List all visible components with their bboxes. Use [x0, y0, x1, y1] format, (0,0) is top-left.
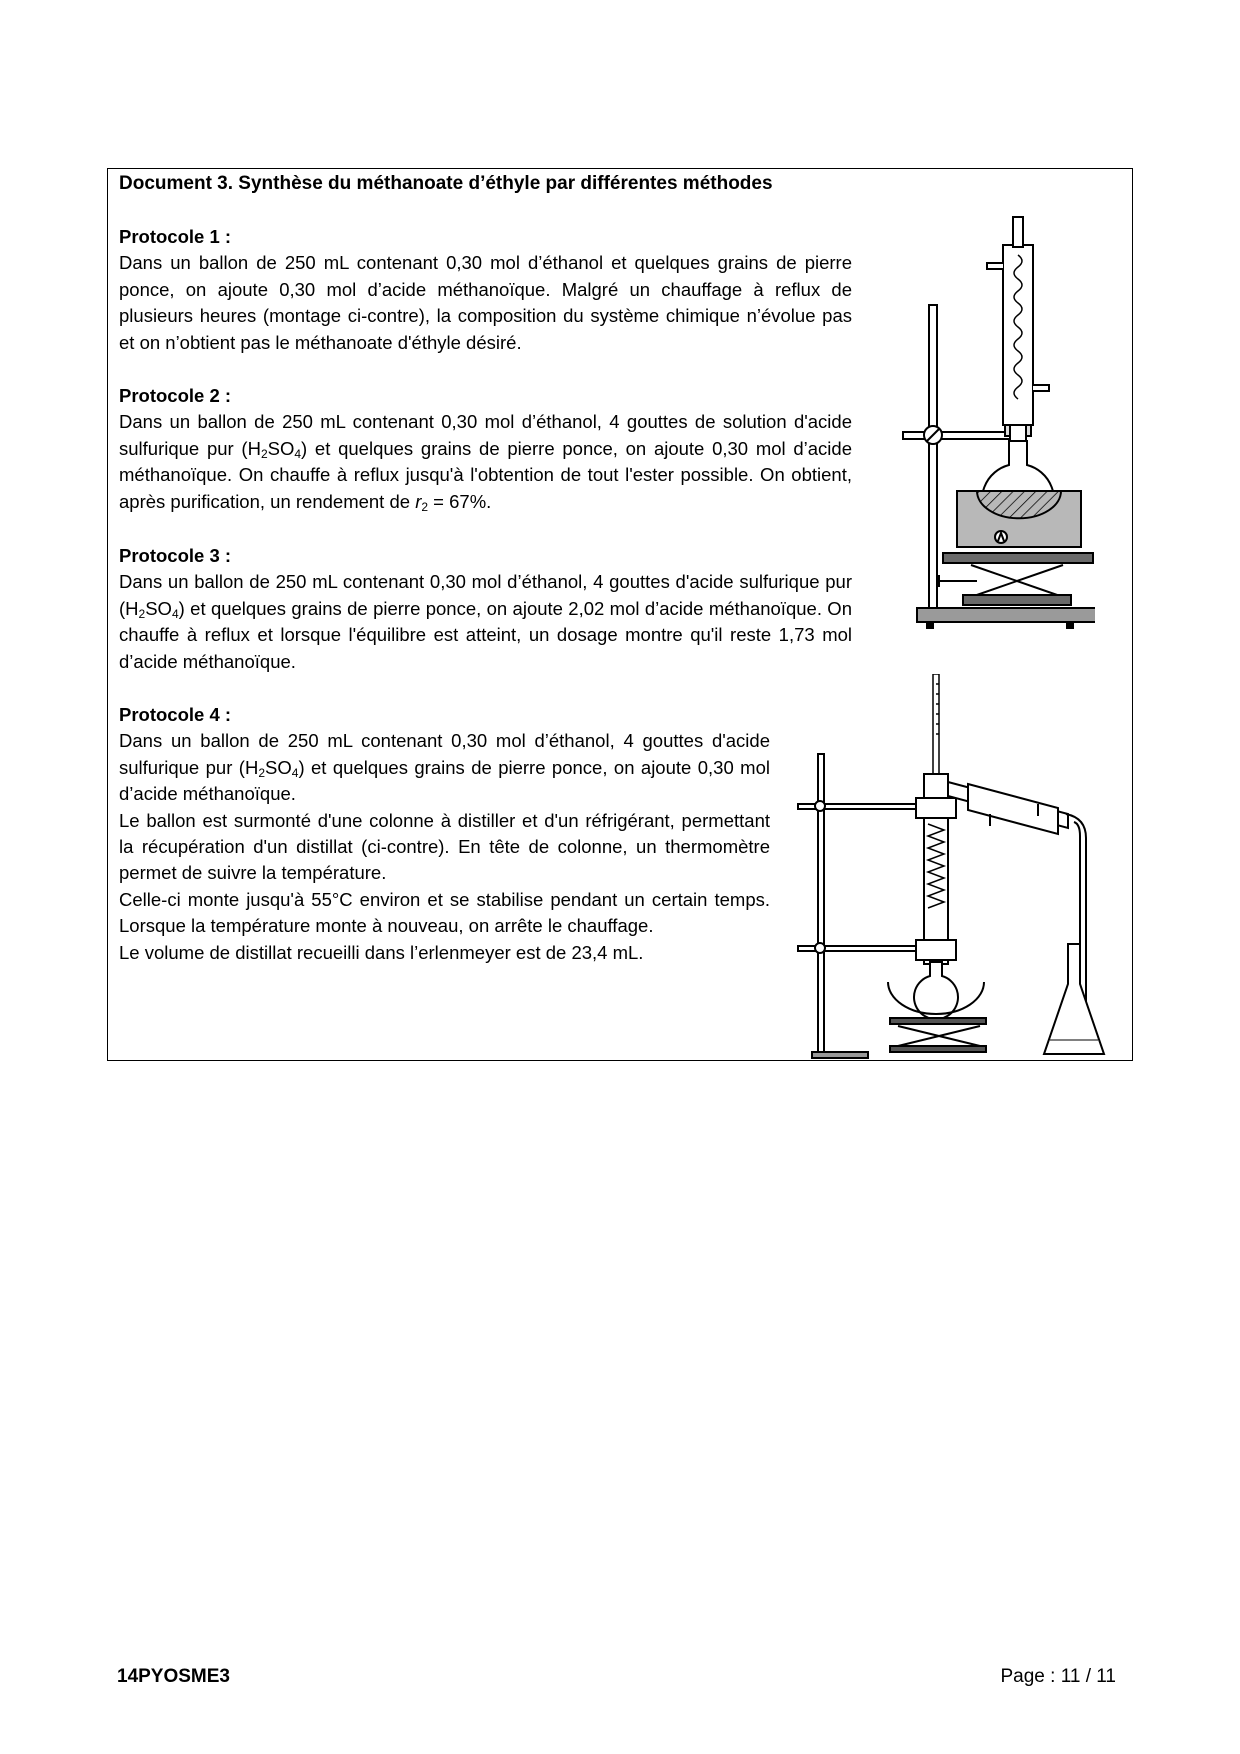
protocol-3-text: Dans un ballon de 250 mL contenant 0,30 mol d’éthanol, 4 gouttes d'acide sulfurique pur $(H_2SO_4)$ et quelques grains de pierre ponce, on ajoute 2,02 mol d’acide méthanoïque. On chauffe à reflux et lorsque l'équilibre est atteint, un dosage montre qu'il reste 1,73 mol d’acide méthanoïque.: [119, 571, 852, 672]
protocol-4-line-4: Le volume de distillat recueilli dans l’erlenmeyer est de 23,4 mL.: [119, 941, 644, 963]
protocol-2-text: Dans un ballon de 250 mL contenant 0,30 mol d’éthanol, 4 gouttes de solution d'acide sulfurique pur $(H_2SO_4)$ et quelques grains de pierre ponce, on ajoute 0,30 mol d’acide méthanoïque. On chauffe à reflux jusqu'à l'obtention de tout l'ester possible. On obtient, après purification, un rendement de $r_2 = 67\%$.: [119, 411, 852, 514]
distillation-column: [916, 774, 956, 964]
document-box: [107, 168, 1133, 1061]
distill-stand: [798, 754, 918, 1058]
protocol-1-text: Dans un ballon de 250 mL contenant 0,30 mol d’éthanol et quelques grains de pierre ponce, on ajoute 0,30 mol d’acide méthanoïque. Malgré un chauffage à reflux de plusieurs heures (montage ci-contre), la composition du système chimique n’évolue pas et on n’obtient pas le méthanoate d'éthyle désiré.: [119, 252, 852, 353]
condenser: [987, 217, 1049, 443]
protocol-2: [119, 383, 852, 515]
protocol-2-heading: Protocole 2 :: [119, 385, 232, 406]
footer-page-number: Page : 11 / 11: [1000, 1666, 1116, 1687]
protocol-4-line-3: Celle-ci monte jusqu'à 55°C environ et se stabilise pendant un certain temps. Lorsque la température monte à nouveau, on arrête le chauffage.: [119, 888, 770, 937]
protocol-3: [119, 543, 852, 675]
protocol-4-line-2: Le ballon est surmonté d'une colonne à distiller et d'un réfrigérant, permettant la récupération d'un distillat (ci-contre). En tête de colonne, un thermomètre permet de suivre la température.: [119, 809, 770, 884]
document-title: Document 3. Synthèse du méthanoate d’éthyle par différentes méthodes: [119, 173, 773, 194]
erlenmeyer: [1044, 944, 1104, 1054]
heating-mantle: [957, 491, 1081, 547]
footer-document-code: 14PYOSME3: [117, 1666, 230, 1687]
protocol-3-heading: Protocole 3 :: [119, 545, 232, 566]
protocol-4-heading: Protocole 4 :: [119, 704, 232, 725]
protocol-1: [119, 224, 852, 356]
distillation-apparatus-figure: [768, 674, 1108, 1060]
protocol-1-heading: Protocole 1 :: [119, 226, 232, 247]
protocol-4: [119, 702, 770, 966]
thermometer: [933, 674, 939, 784]
distill-flask: [888, 962, 986, 1052]
reflux-apparatus-figure: [893, 215, 1095, 633]
lab-jack: [939, 553, 1093, 605]
protocol-4-text: Dans un ballon de 250 mL contenant 0,30 mol d’éthanol, 4 gouttes d'acide sulfurique pur $(H_2SO_4)$ et quelques grains de pierre ponce, on ajoute 0,30 mol d’acide méthanoïque.: [119, 730, 770, 805]
